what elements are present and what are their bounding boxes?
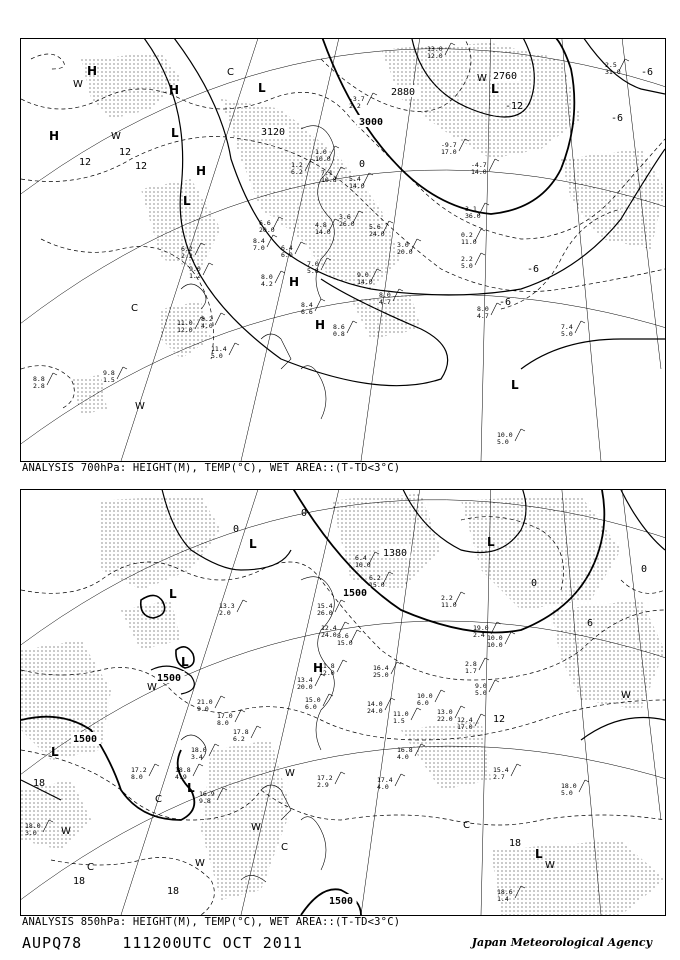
station-temperature: 6.2	[181, 245, 193, 253]
station-dewpoint-depression: 15.0	[337, 639, 353, 647]
wind-barb	[47, 373, 57, 385]
isotherm-label: 18	[33, 778, 46, 789]
station-temperature: 11.0	[177, 319, 193, 327]
low-pressure-center: L	[511, 378, 519, 392]
station-temperature: 15.4	[493, 766, 509, 774]
station-dewpoint-depression: 4.0	[201, 322, 213, 330]
station-temperature: 9.0	[357, 271, 369, 279]
station-dewpoint-depression: 24.0	[369, 230, 385, 238]
station-dewpoint-depression: 14.0	[471, 168, 487, 176]
station-temperature: 9.0	[189, 265, 201, 273]
cold-center-mark: C	[131, 303, 138, 314]
station-dewpoint-depression: 4.7	[477, 312, 489, 320]
station-dewpoint-depression: 26.0	[317, 609, 333, 617]
wind-barb	[575, 321, 585, 333]
low-pressure-center: L	[169, 587, 177, 601]
wind-barb	[215, 313, 225, 325]
station-dewpoint-depression: 3.4	[191, 753, 203, 761]
wind-barb	[193, 764, 203, 776]
station-temperature: 17.8	[233, 728, 249, 736]
station-dewpoint-depression: 5.0	[561, 330, 573, 338]
wind-barb	[391, 662, 401, 674]
wind-barb	[295, 242, 305, 254]
station-temperature: 3.1	[465, 205, 477, 213]
height-label: 1500	[73, 734, 98, 745]
station-temperature: 19.0	[473, 624, 489, 632]
station-temperature: 15.4	[317, 602, 333, 610]
station-temperature: 1.2	[291, 161, 303, 169]
station-dewpoint-depression: 10.0	[487, 641, 503, 649]
station-dewpoint-depression: 9.8	[199, 797, 211, 805]
station-temperature: 11.0	[393, 710, 409, 718]
high-pressure-center: H	[87, 64, 98, 78]
station-dewpoint-depression: 15.0	[369, 581, 385, 589]
station-dewpoint-depression: 8.0	[131, 773, 143, 781]
wind-barb	[229, 343, 239, 355]
station-dewpoint-depression: 10.0	[355, 561, 371, 569]
station-dewpoint-depression: 26.0	[339, 220, 355, 228]
station-dewpoint-depression: 25.0	[373, 671, 389, 679]
isotherm-label: 0	[359, 159, 366, 170]
low-pressure-center: L	[258, 81, 266, 95]
wind-barb	[335, 600, 345, 612]
height-label: 3120	[261, 127, 286, 138]
station-temperature: 8.6	[337, 632, 349, 640]
station-dewpoint-depression: 5.0	[475, 689, 487, 697]
wind-barb	[511, 764, 521, 776]
wind-barb	[315, 299, 325, 311]
wet-area-700	[71, 43, 665, 415]
station-dewpoint-depression: 20.0	[259, 226, 275, 234]
warm-cold-marks-850	[61, 682, 631, 873]
station-temperature: 7.1	[321, 169, 333, 177]
station-dewpoint-depression: 9.0	[197, 705, 209, 713]
station-temperature: -4.7	[471, 161, 487, 169]
warm-center-mark: W	[251, 822, 261, 833]
low-pressure-center: L	[51, 745, 59, 759]
station-dewpoint-depression: 12.0	[427, 52, 443, 60]
wind-barb	[367, 93, 377, 105]
wind-barb	[149, 764, 159, 776]
station-temperature: 12.4	[457, 716, 473, 724]
station-dewpoint-depression: 8.0	[217, 719, 229, 727]
wind-barb	[489, 159, 499, 171]
wind-barb	[215, 696, 225, 708]
station-temperature: 17.2	[317, 774, 333, 782]
station-dewpoint-depression: 4.0	[377, 783, 389, 791]
isotherm-label: 12	[135, 161, 148, 172]
station-temperature: 18.0	[25, 822, 41, 830]
station-dewpoint-depression: 5.0	[461, 262, 473, 270]
station-dewpoint-depression: 2.9	[317, 781, 329, 789]
station-temperature: 8.0	[379, 291, 391, 299]
station-dewpoint-depression: 22.0	[437, 715, 453, 723]
station-dewpoint-depression: 6.2	[291, 168, 303, 176]
wind-barb	[489, 680, 499, 692]
station-temperature: 3.6	[339, 213, 351, 221]
station-temperature: 8.4	[301, 301, 313, 309]
isotherm-label: 12	[79, 157, 92, 168]
high-pressure-center: H	[49, 129, 60, 143]
station-temperature: 14.0	[367, 700, 383, 708]
isotherm-label: 0	[301, 508, 308, 519]
isotherm-label: -6	[527, 264, 540, 275]
wind-barb	[475, 253, 485, 265]
high-pressure-center: H	[169, 83, 180, 97]
station-dewpoint-depression: 11.0	[441, 601, 457, 609]
station-dewpoint-depression: 6.6	[301, 308, 313, 316]
isotherm-label: -6	[641, 67, 654, 78]
station-dewpoint-depression: 2.4	[473, 631, 485, 639]
wind-barb	[347, 321, 357, 333]
isotherm-label: -6	[499, 297, 512, 308]
warm-center-mark: W	[135, 401, 145, 412]
wind-barb	[435, 690, 445, 702]
station-dewpoint-depression: 14.0	[349, 182, 365, 190]
station-temperature: 5.4	[349, 175, 361, 183]
station-dewpoint-depression: 1.2	[189, 272, 201, 280]
wind-barb	[337, 660, 347, 672]
station-dewpoint-depression: 12.0	[319, 669, 335, 677]
station-dewpoint-depression: 5.8	[307, 267, 319, 275]
station-dewpoint-depression: 1.7	[465, 667, 477, 675]
station-temperature: 9.8	[103, 369, 115, 377]
station-dewpoint-depression: 12.0	[177, 326, 193, 334]
station-dewpoint-depression: 2.2	[349, 102, 361, 110]
wind-barb	[251, 726, 261, 738]
station-dewpoint-depression: 24.0	[367, 707, 383, 715]
wind-barb	[579, 780, 589, 792]
chart-panel-850hpa	[20, 489, 666, 916]
station-temperature: 7.0	[307, 260, 319, 268]
station-dewpoint-depression: 7.0	[253, 244, 265, 252]
isotherm-label: 0	[233, 524, 240, 535]
station-temperature: 8.2	[201, 315, 213, 323]
low-pressure-center: L	[187, 781, 195, 795]
station-temperature: 6.4	[281, 244, 293, 252]
station-temperature: 10.0	[497, 431, 513, 439]
station-temperature: 17.2	[131, 766, 147, 774]
station-temperature: 18.8	[175, 766, 191, 774]
low-pressure-center: L	[491, 82, 499, 96]
low-pressure-center: L	[535, 847, 543, 861]
station-temperature: 16.8	[397, 746, 413, 754]
wind-barb	[235, 710, 245, 722]
warm-center-mark: W	[73, 79, 83, 90]
station-temperature: 6.2	[369, 574, 381, 582]
station-dewpoint-depression: 0.8	[333, 330, 345, 338]
wind-barb	[515, 429, 525, 441]
isotherm-label: 0	[531, 578, 538, 589]
height-label: 1500	[343, 588, 368, 599]
map-850hpa	[21, 490, 665, 915]
station-temperature: 11.8	[319, 662, 335, 670]
high-pressure-center: H	[313, 661, 324, 675]
wind-barb	[237, 600, 247, 612]
station-temperature: -9.7	[441, 141, 457, 149]
pressure-centers-850	[51, 535, 543, 861]
high-pressure-center: H	[289, 275, 300, 289]
station-temperature: 18.0	[191, 746, 207, 754]
station-dewpoint-depression: 10.0	[315, 155, 331, 163]
station-dewpoint-depression: 6.2	[233, 735, 245, 743]
station-dewpoint-depression: 1.5	[103, 376, 115, 384]
station-dewpoint-depression: 5.0	[497, 438, 509, 446]
cold-center-mark: C	[463, 820, 470, 831]
station-dewpoint-depression: 2.0	[219, 609, 231, 617]
station-temperature: 12.4	[321, 624, 337, 632]
station-temperature: 13.0	[437, 708, 453, 716]
station-dewpoint-depression: 17.0	[457, 723, 473, 731]
station-dewpoint-depression: 4.0	[397, 753, 409, 761]
wind-barb	[479, 658, 489, 670]
station-dewpoint-depression: 5.0	[211, 352, 223, 360]
station-temperature: 4.8	[315, 221, 327, 229]
station-dewpoint-depression: 20.0	[297, 683, 313, 691]
isotherm-label: 18	[73, 876, 86, 887]
station-temperature: 17.4	[377, 776, 393, 784]
low-pressure-center: L	[181, 655, 189, 669]
height-label: 2880	[391, 87, 416, 98]
station-dewpoint-depression: 2.7	[493, 773, 505, 781]
wind-barb	[395, 774, 405, 786]
warm-center-mark: W	[621, 690, 631, 701]
wind-barb	[505, 632, 515, 644]
warm-center-mark: W	[545, 860, 555, 871]
analysis-datetime: 111200UTC OCT 2011	[122, 934, 303, 952]
station-temperature: 6.4	[355, 554, 367, 562]
isotherm-label: 18	[167, 886, 180, 897]
cold-center-mark: C	[227, 67, 234, 78]
height-label: 1500	[157, 673, 182, 684]
isotherm-label: 12	[119, 147, 132, 158]
low-pressure-center: L	[171, 126, 179, 140]
map-700hpa	[21, 39, 665, 461]
warm-center-mark: W	[111, 131, 121, 142]
station-dewpoint-depression: 5.0	[561, 789, 573, 797]
station-dewpoint-depression: 11.0	[461, 238, 477, 246]
station-temperature: 9.0	[475, 682, 487, 690]
station-temperature: 6.6	[259, 219, 271, 227]
station-dewpoint-depression: 24.0	[321, 631, 337, 639]
isotherm-label: -12	[505, 101, 524, 112]
product-footer	[22, 934, 303, 952]
height-label: 1380	[383, 548, 408, 559]
isotherm-label: -6	[611, 113, 624, 124]
warm-center-mark: W	[195, 858, 205, 869]
station-temperature: 10.0	[417, 692, 433, 700]
station-temperature: 1.0	[315, 148, 327, 156]
station-dewpoint-depression: 10.8	[321, 176, 337, 184]
station-dewpoint-depression: 20.0	[397, 248, 413, 256]
low-pressure-center: L	[487, 535, 495, 549]
station-temperature: 13.3	[219, 602, 235, 610]
station-temperature: 0.2	[461, 231, 473, 239]
station-dewpoint-depression: 4.2	[261, 280, 273, 288]
station-temperature: 7.4	[561, 323, 573, 331]
height-label: 3000	[359, 117, 384, 128]
isotherm-label: 0	[641, 564, 648, 575]
station-temperature: 2.8	[465, 660, 477, 668]
station-temperature: 13.0	[427, 45, 443, 53]
station-temperature: 16.4	[373, 664, 389, 672]
station-dewpoint-depression: 14.0	[315, 228, 331, 236]
wind-barb	[335, 772, 345, 784]
caption-700hpa: ANALYSIS 700hPa: HEIGHT(M), TEMP(°C), WET AREA::(T-TD<3°C)	[22, 462, 401, 474]
low-pressure-center: L	[249, 537, 257, 551]
isotherm-label: 12	[493, 714, 506, 725]
station-temperature: 18.0	[561, 782, 577, 790]
wind-barb	[267, 235, 277, 247]
station-temperature: 8.0	[261, 273, 273, 281]
isotherm-label: 18	[509, 838, 522, 849]
station-temperature: 10.0	[487, 634, 503, 642]
wind-barb	[203, 263, 213, 275]
low-pressure-center: L	[183, 194, 191, 208]
station-dewpoint-depression: 4.7	[379, 298, 391, 306]
station-dewpoint-depression: 3.0	[25, 829, 37, 837]
station-temperature: 13.4	[297, 676, 313, 684]
station-temperature: 15.0	[305, 696, 321, 704]
station-temperature: 11.4	[211, 345, 227, 353]
station-dewpoint-depression: 4.9	[175, 773, 187, 781]
cold-center-mark: C	[87, 862, 94, 873]
high-pressure-center: H	[315, 318, 326, 332]
warm-center-mark: W	[477, 73, 487, 84]
station-temperature: 8.4	[253, 237, 265, 245]
station-dewpoint-depression: 14.0	[357, 278, 373, 286]
station-dewpoint-depression: 6.0	[305, 703, 317, 711]
warm-center-mark: W	[285, 768, 295, 779]
height-label: 2760	[493, 71, 518, 82]
agency-name: Japan Meteorological Agency	[471, 936, 652, 949]
station-dewpoint-depression: 6.0	[281, 251, 293, 259]
high-pressure-center: H	[196, 164, 207, 178]
warm-center-mark: W	[147, 682, 157, 693]
station-dewpoint-depression: 2.8	[33, 382, 45, 390]
wind-barb	[411, 708, 421, 720]
station-temperature: 8.6	[333, 323, 345, 331]
isotherm-label: 6	[587, 618, 594, 629]
chart-panel-700hpa	[20, 38, 666, 462]
station-dewpoint-depression: 2.2	[181, 252, 193, 260]
station-temperature: 21.0	[197, 698, 213, 706]
station-temperature: 2.2	[461, 255, 473, 263]
station-temperature: 8.0	[477, 305, 489, 313]
product-id: AUPQ78	[22, 934, 83, 952]
station-temperature: 2.2	[441, 594, 453, 602]
station-temperature: 18.6	[497, 888, 513, 896]
station-dewpoint-depression: 6.0	[417, 699, 429, 707]
station-temperature: 5.6	[369, 223, 381, 231]
station-dewpoint-depression: 1.5	[393, 717, 405, 725]
cold-center-mark: C	[155, 794, 162, 805]
cold-center-mark: C	[281, 842, 288, 853]
station-temperature: -3.7	[349, 95, 365, 103]
station-temperature: 8.8	[33, 375, 45, 383]
station-temperature: 3.0	[397, 241, 409, 249]
station-dewpoint-depression: 36.0	[465, 212, 481, 220]
station-temperature: 2.5	[605, 61, 617, 69]
station-dewpoint-depression: 17.0	[441, 148, 457, 156]
station-dewpoint-depression: 31.0	[605, 68, 621, 76]
caption-850hpa: ANALYSIS 850hPa: HEIGHT(M), TEMP(°C), WET AREA::(T-TD<3°C)	[22, 916, 401, 928]
station-dewpoint-depression: 1.4	[497, 895, 509, 903]
warm-center-mark: W	[61, 826, 71, 837]
height-label: 1500	[329, 896, 354, 907]
station-temperature: 16.9	[199, 790, 215, 798]
station-temperature: 17.0	[217, 712, 233, 720]
